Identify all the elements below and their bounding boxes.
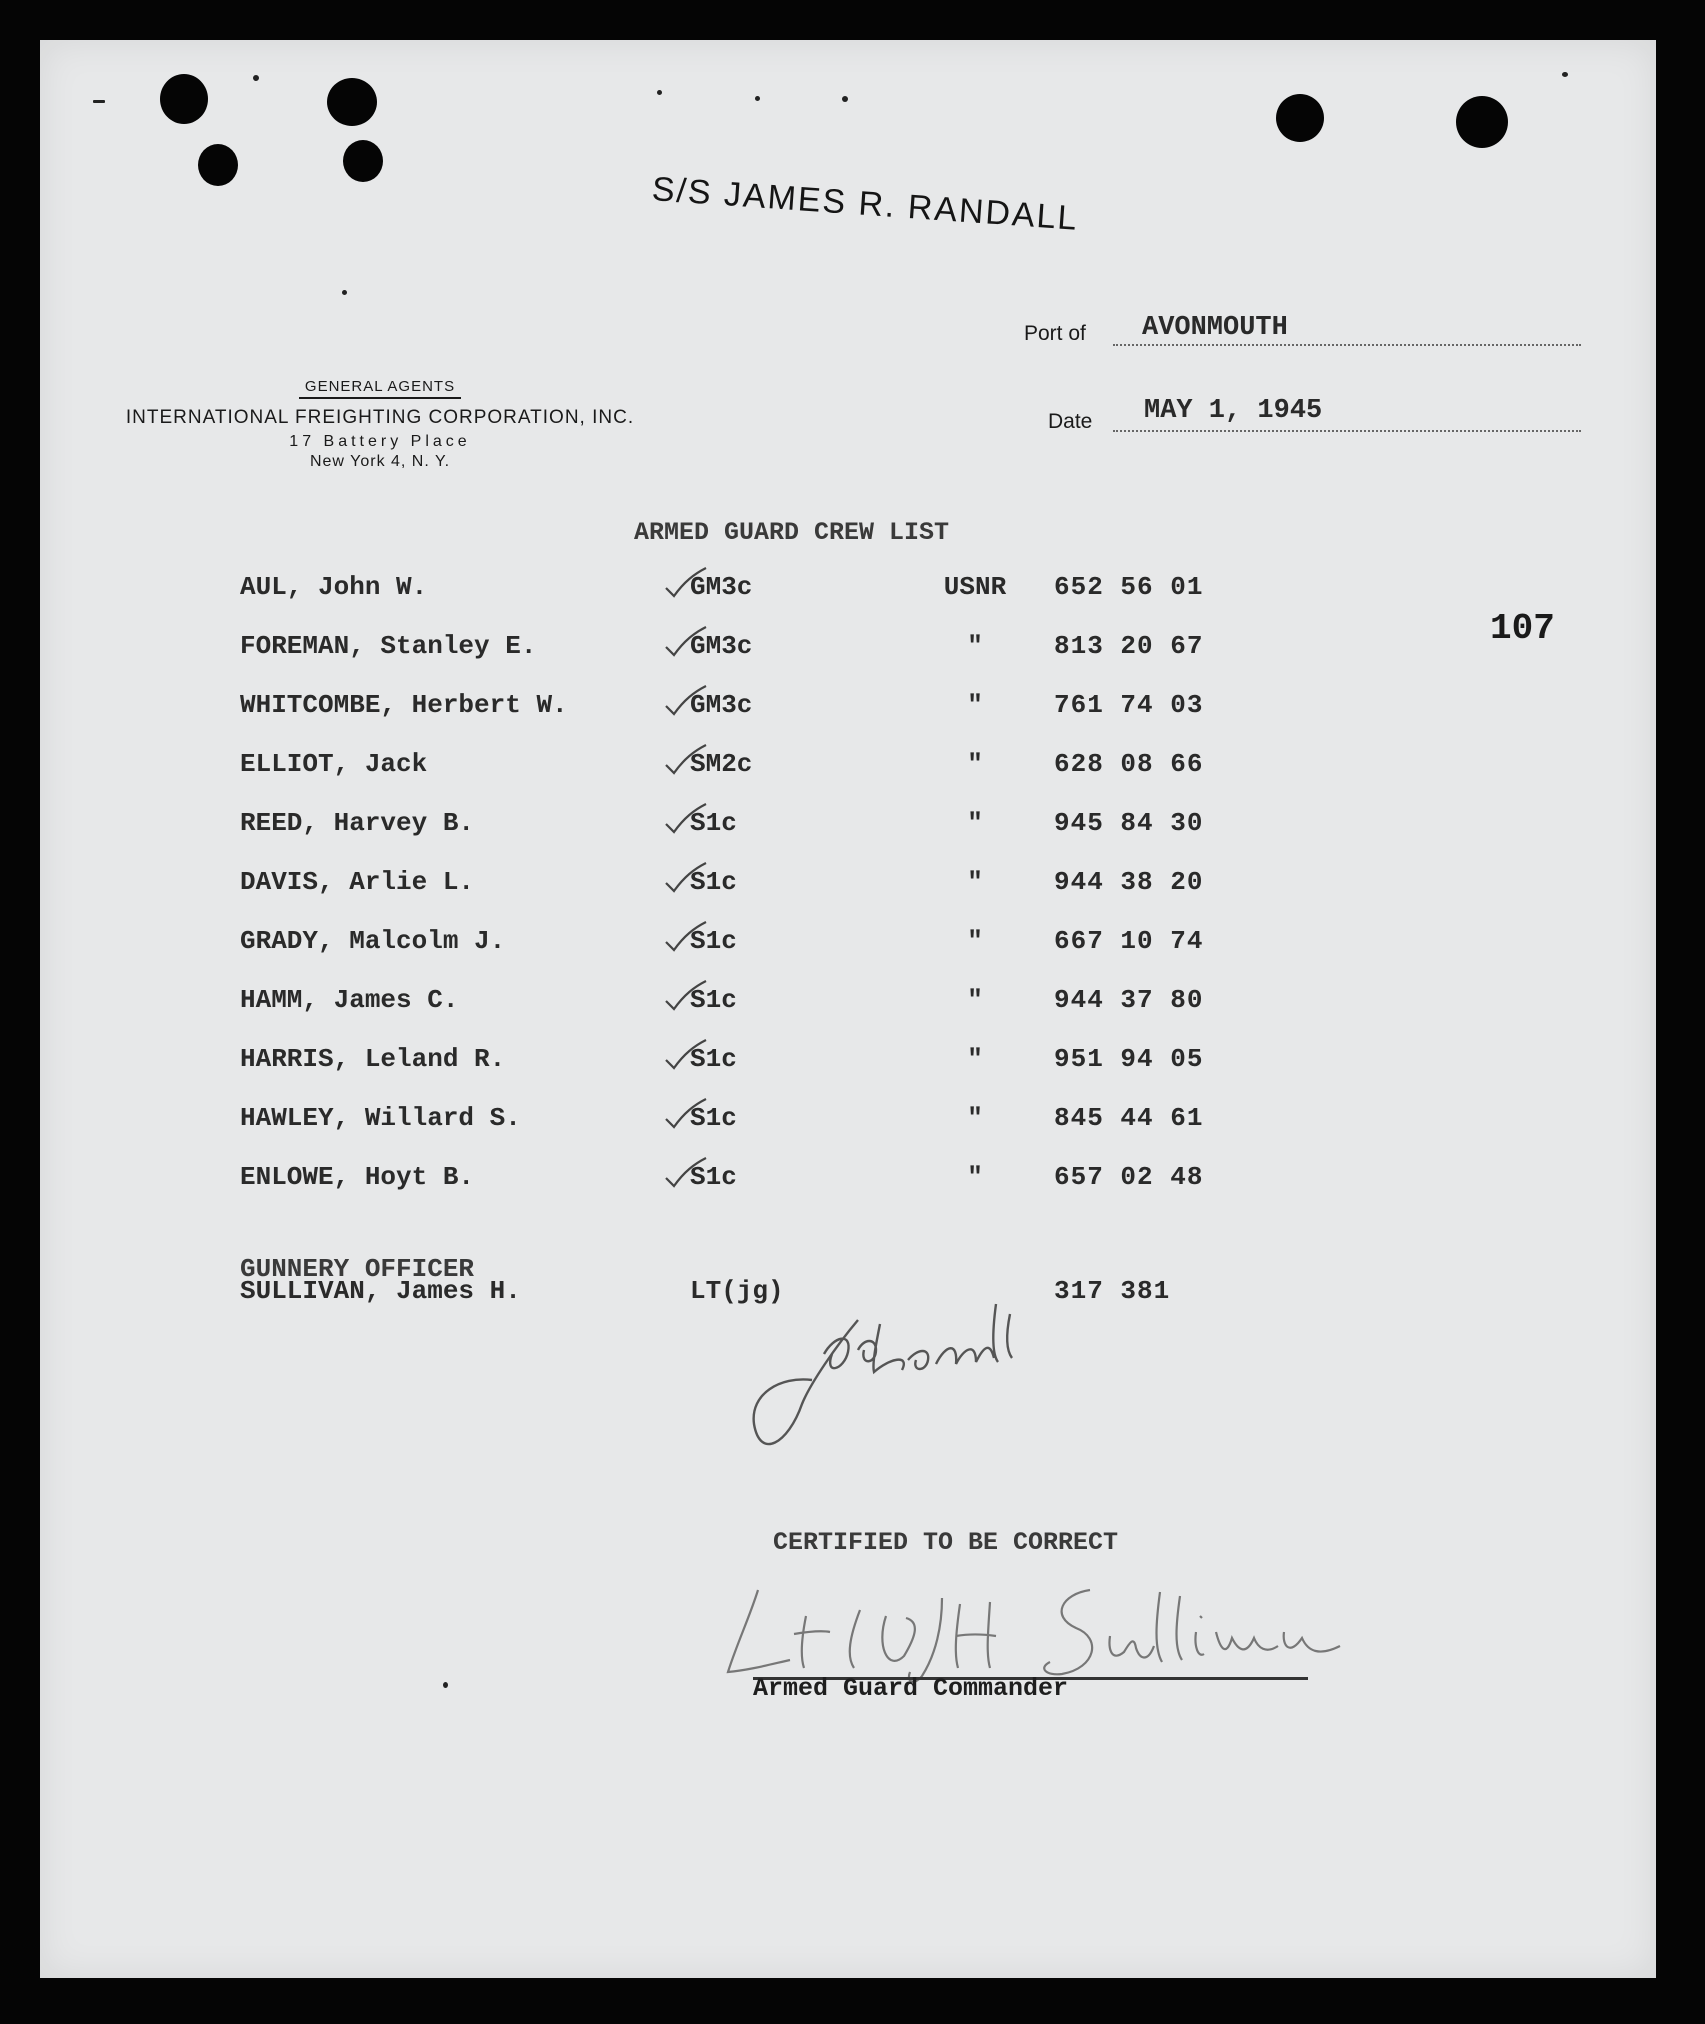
crew-row	[40, 985, 1656, 1025]
crew-row	[40, 631, 1656, 671]
crew-service-number: 652 56 01	[1054, 572, 1204, 602]
crew-name: ENLOWE, Hoyt B.	[240, 1162, 475, 1192]
crew-row	[40, 926, 1656, 966]
agents-company: INTERNATIONAL FREIGHTING CORPORATION, INC.	[125, 407, 635, 428]
punch-hole	[1456, 96, 1508, 148]
crew-branch: "	[967, 1103, 983, 1133]
check-mark-icon	[660, 684, 710, 720]
crew-row	[40, 572, 1656, 612]
crew-branch: "	[967, 985, 983, 1015]
crew-service-number: 944 38 20	[1054, 867, 1204, 897]
date-value: MAY 1, 1945	[1144, 396, 1323, 426]
punch-hole	[327, 78, 377, 126]
crew-service-number: 945 84 30	[1054, 808, 1204, 838]
speck	[342, 290, 347, 295]
list-heading: ARMED GUARD CREW LIST	[634, 518, 950, 547]
crew-service-number: 667 10 74	[1054, 926, 1204, 956]
speck	[755, 96, 760, 101]
date-line	[1113, 430, 1581, 432]
crew-row	[40, 1103, 1656, 1143]
speck	[253, 75, 259, 81]
crew-branch: USNR	[943, 572, 1007, 602]
crew-row	[40, 1044, 1656, 1084]
crew-rate: S1c	[690, 1162, 737, 1192]
crew-service-number: 761 74 03	[1054, 690, 1204, 720]
check-mark-icon	[660, 1038, 710, 1074]
punch-hole	[343, 140, 383, 182]
crew-branch: "	[967, 631, 983, 661]
port-label: Port of	[1024, 322, 1086, 345]
check-mark-icon	[660, 625, 710, 661]
certification-text: CERTIFIED TO BE CORRECT	[773, 1528, 1119, 1557]
crew-name: WHITCOMBE, Herbert W.	[240, 690, 568, 720]
punch-hole	[198, 144, 238, 186]
check-mark-icon	[660, 1156, 710, 1192]
speck	[657, 90, 662, 95]
crew-rate: GM3c	[690, 572, 753, 602]
crew-name: AUL, John W.	[240, 572, 428, 602]
check-mark-icon	[660, 1097, 710, 1133]
officer-name: SULLIVAN, James H.	[240, 1276, 521, 1306]
port-line	[1113, 344, 1581, 346]
crew-row	[40, 1162, 1656, 1202]
page-number: 107	[1490, 608, 1555, 649]
check-mark-icon	[660, 920, 710, 956]
crew-branch: "	[967, 867, 983, 897]
crew-rate: S1c	[690, 985, 737, 1015]
crew-service-number: 944 37 80	[1054, 985, 1204, 1015]
crew-name: HAWLEY, Willard S.	[240, 1103, 521, 1133]
commander-title: Armed Guard Commander	[753, 1674, 1069, 1703]
crew-service-number: 845 44 61	[1054, 1103, 1204, 1133]
check-mark-icon	[660, 566, 710, 602]
crew-service-number: 813 20 67	[1054, 631, 1204, 661]
initials-signature	[740, 1284, 1160, 1464]
officer-number: 317 381	[1054, 1276, 1171, 1306]
crew-name: HARRIS, Leland R.	[240, 1044, 506, 1074]
crew-service-number: 628 08 66	[1054, 749, 1204, 779]
crew-service-number: 951 94 05	[1054, 1044, 1204, 1074]
crew-rate: S1c	[690, 808, 737, 838]
agents-street: 17 Battery Place	[289, 433, 471, 450]
crew-branch: "	[967, 749, 983, 779]
general-agents-label: GENERAL AGENTS	[299, 378, 461, 399]
crew-service-number: 657 02 48	[1054, 1162, 1204, 1192]
crew-rate: S1c	[690, 1044, 737, 1074]
speck	[842, 96, 848, 102]
port-value: AVONMOUTH	[1142, 313, 1288, 343]
crew-name: ELLIOT, Jack	[240, 749, 428, 779]
ship-title: S/S JAMES R. RANDALL	[650, 170, 1080, 238]
crew-row	[40, 867, 1656, 907]
crew-branch: "	[967, 926, 983, 956]
crew-branch: "	[967, 1162, 983, 1192]
speck	[1562, 72, 1568, 77]
speck	[93, 100, 105, 103]
crew-row	[40, 690, 1656, 730]
gunnery-officer-label: GUNNERY OFFICER	[240, 1254, 475, 1284]
crew-row	[40, 749, 1656, 789]
crew-branch: "	[967, 1044, 983, 1074]
punch-hole	[1276, 94, 1324, 142]
crew-rate: S1c	[690, 867, 737, 897]
crew-name: FOREMAN, Stanley E.	[240, 631, 537, 661]
crew-name: GRADY, Malcolm J.	[240, 926, 506, 956]
crew-name: HAMM, James C.	[240, 985, 459, 1015]
punch-hole	[160, 74, 208, 124]
check-mark-icon	[660, 802, 710, 838]
check-mark-icon	[660, 861, 710, 897]
date-label: Date	[1048, 410, 1093, 433]
crew-name: REED, Harvey B.	[240, 808, 475, 838]
crew-name: DAVIS, Arlie L.	[240, 867, 475, 897]
check-mark-icon	[660, 979, 710, 1015]
crew-rate: S1c	[690, 1103, 737, 1133]
crew-branch: "	[967, 808, 983, 838]
crew-row	[40, 808, 1656, 848]
crew-rate: SM2c	[690, 749, 753, 779]
check-mark-icon	[660, 743, 710, 779]
document-page	[40, 40, 1656, 1978]
officer-rate: LT(jg)	[690, 1276, 784, 1306]
crew-rate: GM3c	[690, 690, 753, 720]
crew-rate: GM3c	[690, 631, 753, 661]
agents-city: New York 4, N. Y.	[309, 453, 451, 470]
speck	[443, 1682, 448, 1688]
crew-branch: "	[967, 690, 983, 720]
general-agents-block	[100, 378, 660, 471]
crew-rate: S1c	[690, 926, 737, 956]
